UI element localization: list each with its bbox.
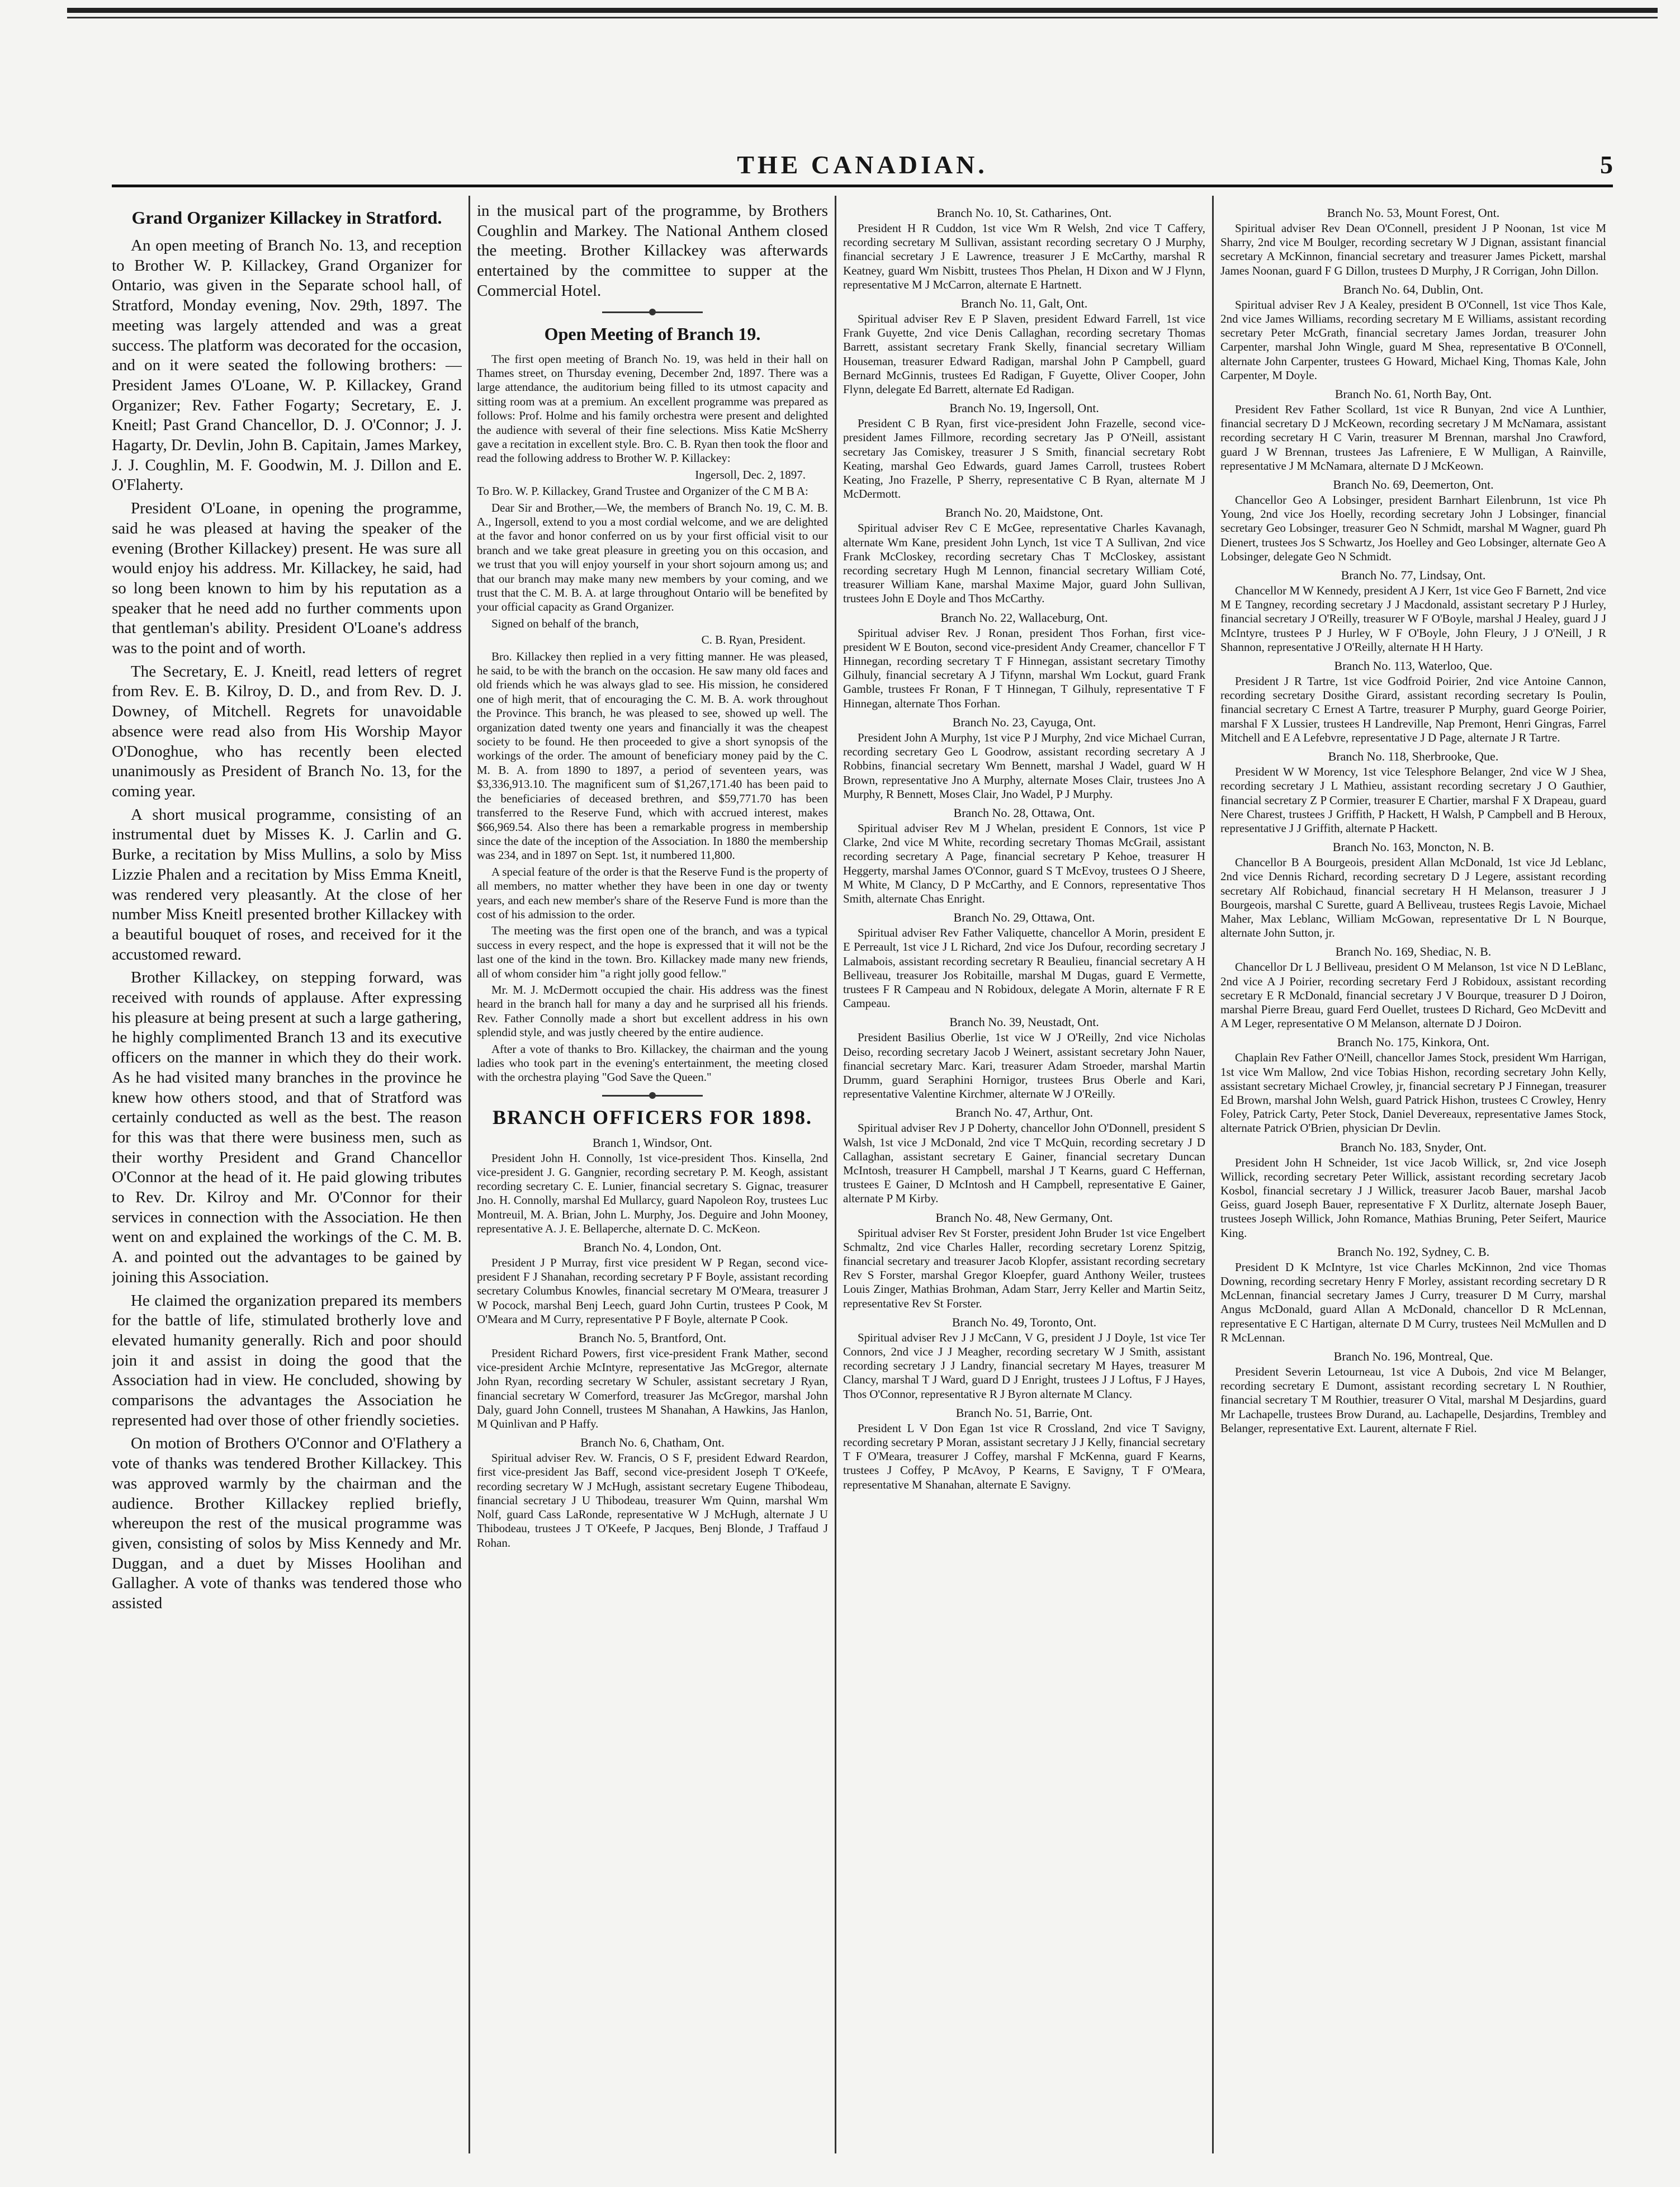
branch-officers: Spiritual adviser Rev. J Ronan, president Thos Forhan, first vice-president W E Bouton, second vice-president Andy Creamer, chancellor F T Hinnegan, recording secretary T F Hinnegan, assistant secretary Timothy Gilhuly, financial secretary A J Tifynn, marshal Wm Lockut, guard Frank Gamble, trustees Fr Ronan, F T Hinnegan, T Gilhuly, representative T F Hinnegan, alternate Thos Forhan.: [843, 626, 1205, 710]
column-2: [477, 201, 828, 2165]
article-paragraph: Mr. M. J. McDermott occupied the chair. His address was the finest heard in the branch hall for many a day and he surprised all his friends. Rev. Father Connolly made a short but excellent address in his own splendid style, and was justly cheered by the entire audience.: [477, 983, 828, 1040]
branch-officers: President Basilius Oberlie, 1st vice W J O'Reilly, 2nd vice Nicholas Deiso, recording secretary Jacob J Weinert, assistant secretary John Nauer, financial secretary Marc. Kari, treasurer Adam Stroeder, marshal Martin Drumm, guard Seraphini Hornigor, trustees Brus Oberle and Kari, representative Valentine Kirchmer, alternate W J O'Reilly.: [843, 1031, 1205, 1101]
branch-name: Branch No. 163, Moncton, N. B.: [1332, 840, 1494, 854]
branch-name: Branch No. 6, Chatham, Ont.: [580, 1435, 725, 1450]
branch-name: Branch No. 113, Waterloo, Que.: [1334, 659, 1493, 673]
branch-name: Branch No. 4, London, Ont.: [583, 1240, 722, 1255]
article-paragraph: The first open meeting of Branch No. 19, was held in their hall on Thames street, on Thursday evening, December 2nd, 1897. There was a large attendance, the auditorium being filled to its utmost capacity and sitting room was at a premium. An excellent programme was prepared as follows: Prof. Holme and his family orchestra were present and delighted the audience with several of their fine selections. Miss Katie McSherry gave a recitation in excellent style. Bro. C. B. Ryan then took the floor and read the following address to Brother W. P. Killackey:: [477, 352, 828, 465]
branch-officers: Spiritual adviser Rev J A Kealey, president B O'Connell, 1st vice Thos Kale, 2nd vice James Williams, recording secretary M E Williams, assistant recording secretary Peter McGrath, financial secretary James Jordan, treasurer John Carpenter, marshal John Wingle, guard M Shea, representative B O'Connell, alternate John Carpenter, trustees G Howard, Michael King, Thomas Kale, John Carpenter, M Doyle.: [1220, 297, 1606, 382]
branch-name: Branch No. 183, Snyder, Ont.: [1340, 1140, 1487, 1154]
branch-officers: President John A Murphy, 1st vice P J Murphy, 2nd vice Michael Curran, recording secretary Geo L Goodrow, assistant recording secretary A J Robbins, financial secretary Wm Bennett, marshal J Wadel, guard W H Brown, representative Jno A Murphy, alternate Moses Clair, trustees Jno A Murphy, R Bennett, Moses Clair, Jno Wadel, P J Murphy.: [843, 730, 1205, 801]
branch-name: Branch No. 29, Ottawa, Ont.: [953, 910, 1095, 925]
branch-officers: Chancellor M W Kennedy, president A J Kerr, 1st vice Geo F Barnett, 2nd vice M E Tangney, recording secretary J J Macdonald, assistant secretary P J Hurley, financial secretary J O'Reilly, treasurer W F O'Boyle, marshal J Healey, guard J J McIntyre, trustees P J Hurley, W F O'Boyle, John Fleury, J J O'Neill, J R Shannon, representative J O'Reilly, alternate H H Harty.: [1220, 584, 1606, 654]
branch-name: Branch No. 196, Montreal, Que.: [1333, 1349, 1493, 1363]
masthead-title: THE CANADIAN.: [737, 150, 988, 179]
branch-officers: Chaplain Rev Father O'Neill, chancellor James Stock, president Wm Harrigan, 1st vice Wm Mallow, 2nd vice Tobias Hishon, recording secretary John Kelly, assistant secretary Michael Crowley, jr, financial secretary P J Finnegan, treasurer Ed Brown, marshal John Welsh, guard Patrick Hishon, trustees C Crowley, Henry Foley, Patrick Carty, Peter Stock, Daniel Devereaux, representative James Stock, alternate Patrick O'Brien, physician Dr Devlin.: [1220, 1051, 1606, 1135]
article-paragraph: Bro. Killackey then replied in a very fitting manner. He was pleased, he said, to be with the branch on the occasion. He saw many old faces and old friends which he was always glad to see. His mission, he considered one of high merit, that of encouraging the C. M. B. A. work throughout the Province. This branch, he was pleased to see, showed up well. The organization dated twenty one years and financially it was the cheapest society to be found. He then proceeded to give a short synopsis of the workings of the order. The amount of beneficiary money paid by the C. M. B. A. from 1890 to 1897, a period of seventeen years, was $3,336,913.10. The magnificent sum of $1,267,171.40 has been paid to the beneficiaries of deceased brethren, and $59,771.70 has been transferred to the Reserve Fund, which with accrued interest, makes $66,969.54. Also there has been a remarkable progress in membership since the date of the inception of the Association. In 1880 the membership was 234, and in 1897 on Sept. 1st, it numbered 11,800.: [477, 649, 828, 862]
section-separator: [602, 311, 703, 313]
article-paragraph: Brother Killackey, on stepping forward, was received with rounds of applause. After expressing his pleasure at being present at such a large gathering, he highly complimented Branch 13 and its executive officers on the manner in which they do their work. As he had visited many branches in the province he knew how others stood, and that of Stratford was certainly conducted as well as the best. The reason for this was that there were business men, such as their worthy President and Grand Chancellor O'Connor at the head of it. He paid glowing tributes to Rev. Dr. Kilroy and Mr. O'Connor for their services in connection with the Association. He then went on and explained the workings of the C. M. B. A. and pointed out the advantages to be gained by joining this Association.: [112, 969, 462, 1286]
branch-name: Branch No. 51, Barrie, Ont.: [955, 1405, 1093, 1420]
article-paragraph: A special feature of the order is that the Reserve Fund is the property of all members, no matter whether they have been in one day or twenty years, and each new member's share of the Reserve Fund is more than the cost of his admission to the order.: [477, 865, 828, 921]
branch-name: Branch No. 20, Maidstone, Ont.: [945, 506, 1104, 520]
section-headline: BRANCH OFFICERS FOR 1898.: [492, 1106, 813, 1128]
column-1: [112, 201, 462, 2165]
article-paragraph: A short musical programme, consisting of an instrumental duet by Misses K. J. Carlin and G. Burke, a recitation by Miss Mullins, a solo by Miss Lizzie Phalen and a recitation by Miss Emma Kneitl, was rendered very pleasantly. At the close of her number Miss Kneitl presented brother Killackey with a beautiful bouquet of roses, and received for it the accustomed reward.: [112, 805, 462, 963]
branch-name: Branch No. 175, Kinkora, Ont.: [1337, 1035, 1490, 1050]
column-divider: [468, 196, 470, 2153]
branch-officers: President Severin Letourneau, 1st vice A Dubois, 2nd vice M Belanger, recording secretary E Dumont, assistant recording secretary L N Routhier, financial secretary T M Routhier, treasurer O Vital, marshal M Desjardins, guard Mr Lachapelle, trustees Brow Durand, au. Lachapelle, Desjardins, Trembley and Belanger, representative Ext. Laurent, alternate F Riel.: [1220, 1365, 1606, 1435]
article-paragraph: On motion of Brothers O'Connor and O'Flathery a vote of thanks was tendered Brother Killackey. This was approved warmly by the chairman and the audience. Brother Killackey replied briefly, whereupon the rest of the musical programme was given, consisting of solos by Miss Kennedy and Mr. Duggan, and a duet by Misses Hoolihan and Gallagher. A vote of thanks was tendered those who assisted: [112, 1434, 462, 1613]
masthead: [112, 150, 1613, 183]
article-paragraph: President O'Loane, in opening the programme, said he was pleased at having the speaker of the evening (Brother Killackey) present. He was sure all would enjoy his address. Mr. Killackey, he said, had so long been known to him by his reputation as a speaker that he need add no further comments upon that gentleman's ability. President O'Loane's address was to the point and of worth.: [112, 499, 462, 658]
branch-name: Branch No. 39, Neustadt, Ont.: [949, 1015, 1099, 1029]
column-divider: [835, 196, 836, 2153]
branch-officers: President John H. Connolly, 1st vice-president Thos. Kinsella, 2nd vice-president J. G. Gangnier, recording secretary P. M. Keogh, assistant recording secretary C. E. Lunier, financial secretary S. Gignac, treasurer Jno. H. Connolly, marshal Ed Mullarcy, guard Napoleon Roy, trustees Luc Montreuil, M. A. Brian, John L. Murphy, Jos. Deguire and John Mooney, representative A. J. E. Bellaperche, alternate D. C. McKeon.: [477, 1151, 828, 1235]
address-body: Dear Sir and Brother,—We, the members of Branch No. 19, C. M. B. A., Ingersoll, extend to you a most cordial welcome, and we are delighted at the favor and honor conferred on us by your first official visit to our branch and we take great pleasure in greeting you on this occasion, and we trust that you will enjoy yourself in your short sojourn among us; and that our branch may make many new members by your coming, and we trust that the C. M. B. A. at large throughout Ontario will be benefited by your official capacity as Grand Organizer.: [477, 500, 828, 614]
article-paragraph: An open meeting of Branch No. 13, and reception to Brother W. P. Killackey, Grand Organizer for Ontario, was given in the Separate school hall, of Stratford, Monday evening, Nov. 29th, 1897. The meeting was largely attended and was a great success. The platform was decorated for the occasion, and on it were seated the following brothers: — President James O'Loane, W. P. Killackey, Grand Organizer; Rev. Father Fogarty; Secretary, E. J. Kneitl; Past Grand Chancellor, D. J. O'Connor; J. J. Hagarty, Dr. Devlin, John B. Capitain, James Markey, J. J. Coughlin, M. F. Goodwin, M. J. Dillon and E. O'Flaherty.: [112, 237, 462, 494]
article-paragraph: The Secretary, E. J. Kneitl, read letters of regret from Rev. E. B. Kilroy, D. D., and from Rev. D. J. Downey, of Mitchell. Regrets for unavoidable absence were read also from His Worship Mayor O'Donoghue, who has recently been elected unanimously as President of Branch No. 13, for the coming year.: [112, 662, 462, 800]
column-3: [843, 201, 1205, 2165]
branch-name: Branch No. 10, St. Catharines, Ont.: [936, 206, 1112, 220]
branch-name: Branch No. 22, Wallaceburg, Ont.: [940, 610, 1108, 625]
branch-name: Branch No. 192, Sydney, C. B.: [1337, 1244, 1490, 1259]
branch-name: Branch No. 5, Brantford, Ont.: [579, 1331, 726, 1345]
branch-officers: Spiritual adviser Rev J J McCann, V G, president J J Doyle, 1st vice Ter Connors, 2nd vice J J Meagher, recording secretary W J Smith, assistant recording secretary J J Landry, financial secretary M Hayes, treasurer M Clancy, marshal T J Ward, guard D J Enright, trustees J J Loftus, F J Hayes, Thos O'Connor, representative R J Byron alternate M Clancy.: [843, 1330, 1205, 1401]
column-4: [1220, 201, 1606, 2165]
top-border: [67, 8, 1658, 13]
branch-name: Branch No. 48, New Germany, Ont.: [935, 1210, 1113, 1225]
section-separator: [602, 1095, 703, 1097]
branch-name: Branch No. 53, Mount Forest, Ont.: [1327, 206, 1500, 220]
branch-officers: Spiritual adviser Rev Dean O'Connell, president J P Noonan, 1st vice M Sharry, 2nd vice M Boulger, recording secretary W J Dignan, assistant financial secretary A McKinnon, financial secretary and treasurer James Pickett, marshal James Noonan, guard F G Dillon, trustees D Murphy, J R Corrigan, John Dillon.: [1220, 221, 1606, 277]
branch-name: Branch No. 49, Toronto, Ont.: [952, 1315, 1097, 1329]
branch-officers: Chancellor Geo A Lobsinger, president Barnhart Eilenbrunn, 1st vice Ph Young, 2nd vice Jos Hoelly, recording secretary John J Lobsinger, financial secretary Geo Lobsinger, treasurer Geo N Schmidt, marshal M Wagner, guard Ph Dienert, trustees Jos S Schwartz, Jos Hoelley and Geo Lobsinger, alternate Geo A Lobsinger, delegate Geo N Schmidt.: [1220, 493, 1606, 563]
top-border-thin: [67, 17, 1658, 18]
branch-name: Branch No. 23, Cayuga, Ont.: [952, 715, 1096, 729]
branch-officers: President J P Murray, first vice president W P Regan, second vice-president F J Shanahan, recording secretary P F Boyle, assistant recording secretary Columbus Knowles, financial secretary M O'Meara, treasurer J W Pocock, marshal Benj Leech, guard John Curtin, trustees P Cook, M O'Meara and M Curry, representative P F Boyle, alternate P Cook.: [477, 1256, 828, 1326]
branch-officers: Spiritual adviser Rev St Forster, president John Bruder 1st vice Engelbert Schmaltz, 2nd vice Charles Haller, recording secretary Lorenz Spitzig, financial secretary and treasurer Jacob Klopfer, assistant recording secretary Rev S Forster, marshal Gregor Kloepfer, guard Anthony Weiler, trustees Louis Zinger, Mathias Brohman, Adam Starr, Jerry Keller and Martin Seitz, representative Rev St Forster.: [843, 1226, 1205, 1310]
masthead-rule: [112, 185, 1613, 187]
article-headline: Grand Organizer Killackey in Stratford.: [131, 207, 442, 228]
article-paragraph: He claimed the organization prepared its members for the battle of life, stimulated brotherly love and elevated humanity generally. Rich and poor should join it and assist in doing the good that the Association had in view. He concluded, showing by comparisons the advantages the Association he represented had over those of other friendly societies.: [112, 1291, 462, 1429]
branch-name: Branch No. 28, Ottawa, Ont.: [953, 805, 1095, 820]
branch-officers: President L V Don Egan 1st vice R Crossland, 2nd vice T Savigny, recording secretary P Moran, assistant secretary J J Kelly, financial secretary T F O'Meara, treasurer J Coffey, marshal F McKenna, guard F Kearns, trustees J Coffey, P McAvoy, P Kearns, E Savigny, T F O'Meara, representative M Shanahan, alternate E Savigny.: [843, 1421, 1205, 1491]
branch-name: Branch No. 11, Galt, Ont.: [960, 296, 1088, 311]
branch-officers: Spiritual adviser Rev C E McGee, representative Charles Kavanagh, alternate Wm Kane, president John Lynch, 1st vice T A Sullivan, 2nd vice Frank McCloskey, recording secretary Chas T McCloskey, assistant recording secretary Hugh M Lennon, financial secretary William Coté, treasurer William Kane, marshal Maxime Major, guard John Sullivan, trustees John E Doyle and Thos McCarthy.: [843, 521, 1205, 606]
article-headline: Open Meeting of Branch 19.: [544, 323, 761, 344]
branch-officers: President C B Ryan, first vice-president John Frazelle, second vice-president James Fillmore, recording secretary Jas P O'Neill, assistant secretary Jas Comiskey, treasurer J S Smith, financial secretary Robt Keating, marshal Geo Edwards, guard James Carroll, trustees Robert Keating, Jno Frazelle, P Sherry, representative C B Ryan, alternate M J McDermott.: [843, 417, 1205, 501]
branch-officers: President Rev Father Scollard, 1st vice R Bunyan, 2nd vice A Lunthier, financial secretary D J McKeown, recording secretary J M McNamara, assistant recording secretary H C Varin, treasurer M Brennan, marshal Jno Crawford, guard J W Brennan, trustees Jas Lafreniere, E W Mulligan, A Rainville, representative J M McNamara, alternate D J McKeown.: [1220, 403, 1606, 473]
branch-name: Branch No. 118, Sherbrooke, Que.: [1328, 749, 1499, 764]
branch-officers: Spiritual adviser Rev J P Doherty, chancellor John O'Donnell, president S Walsh, 1st vice J McDonald, 2nd vice T McQuin, recording secretary J D Callaghan, assistant secretary E Gainer, financial secretary Duncan McIntosh, treasurer H Campbell, marshal J T Kearns, guard C Heffernan, trustees E Gainer, D McIntosh and H Campbell, representative E Gainer, alternate P M Kirby.: [843, 1121, 1205, 1206]
branch-name: Branch 1, Windsor, Ont.: [592, 1135, 713, 1150]
branch-name: Branch No. 61, North Bay, Ont.: [1334, 387, 1492, 401]
branch-officers: Spiritual adviser Rev Father Valiquette, chancellor A Morin, president E E Perreault, 1st vice J L Richard, 2nd vice Jos Dufour, recording secretary J Lalmabois, assistant recording secretary R Beaulieu, financial secretary A H Belliveau, treasurer Jos Robitaille, marshal M Dugas, guard E Vermette, trustees F R Campeau and N Robidoux, delegate A Morin, alternate F R E Campeau.: [843, 926, 1205, 1010]
article-paragraph: The meeting was the first open one of the branch, and was a typical success in every respect, and the hope is expressed that it will not be the last one of the kind in the town. Bro. Killackey made many new friends, all of whom consider him "a right jolly good fellow.": [477, 924, 828, 980]
branch-name: Branch No. 64, Dublin, Ont.: [1343, 282, 1484, 296]
branch-officers: President John H Schneider, 1st vice Jacob Willick, sr, 2nd vice Joseph Willick, recording secretary Peter Willick, assistant recording secretary Jacob Kosbol, financial secretary J J Willick, treasurer Jacob Bauer, marshal Jacob Geiss, guard Joseph Bauer, representative F X Durlitz, alternate Joseph Bauer, trustees Joseph Willick, John Romance, Mathias Bruning, Peter Seifert, Maurice King.: [1220, 1155, 1606, 1240]
branch-officers: Spiritual adviser Rev M J Whelan, president E Connors, 1st vice P Clarke, 2nd vice M White, recording secretary Thomas McGrail, assistant recording secretary A Page, financial secretary P Kehoe, treasurer H Heggerty, marshal James O'Connor, guard S T McEvoy, trustees O J Sheere, M White, M Clancy, D P McCarthy, and E Connors, representative Thos Smith, alternate Chas Enright.: [843, 821, 1205, 905]
branch-officers: President J R Tartre, 1st vice Godfroid Poirier, 2nd vice Antoine Cannon, recording secretary Dosithe Girard, assistant recording secretary Is Poulin, financial secretary C Ernest A Tartre, treasurer P Murphy, guard George Poirier, marshal F X Lussier, trustees H Landreville, Nap Premont, Henri Gingras, Farrel Mitchell and E A Lefebvre, representative J D Page, alternate J R Tartre.: [1220, 674, 1606, 744]
column-divider: [1212, 196, 1214, 2153]
branch-officers: Chancellor Dr L J Belliveau, president O M Melanson, 1st vice N D LeBlanc, 2nd vice A J Poirier, recording secretary Ferd J Robidoux, assistant recording secretary E R McDonald, financial secretary J V Bourque, treasurer D J Doiron, marshal Pierre Breau, guard Ferd Ouellet, trustees D Richard, Geo McDevitt and A M Leger, representative O M Melanson, alternate D J Doiron.: [1220, 960, 1606, 1031]
article-paragraph: After a vote of thanks to Bro. Killackey, the chairman and the young ladies who took part in the evening's entertainment, the meeting closed with the orchestra playing "God Save the Queen.": [477, 1042, 828, 1084]
address-recipient: To Bro. W. P. Killackey, Grand Trustee and Organizer of the C M B A:: [477, 484, 808, 498]
page-number: 5: [1600, 150, 1613, 179]
branch-name: Branch No. 19, Ingersoll, Ont.: [949, 401, 1099, 415]
branch-name: Branch No. 69, Deemerton, Ont.: [1333, 478, 1494, 492]
article-continuation: in the musical part of the programme, by Brothers Coughlin and Markey. The National Anthem closed the meeting. Brother Killackey was afterwards entertained by the committee to supper at the Commercial Hotel.: [477, 202, 828, 300]
address-signed: Signed on behalf of the branch,: [491, 616, 639, 630]
address-signature: C. B. Ryan, President.: [701, 633, 806, 647]
branch-name: Branch No. 47, Arthur, Ont.: [955, 1106, 1093, 1120]
branch-officers: President D K McIntyre, 1st vice Charles McKinnon, 2nd vice Thomas Downing, recording secretary Henry F Morley, assistant recording secretary D R McLennan, financial secretary James J Curry, treasurer D M Curry, marshal Angus McDonald, guard Allan A McDonald, chancellor D R McLennan, representative E C Hartigan, alternate D M Curry, trustees Neil McMullen and D R McLennan.: [1220, 1260, 1606, 1344]
address-dateline: Ingersoll, Dec. 2, 1897.: [695, 467, 806, 481]
branch-name: Branch No. 169, Shediac, N. B.: [1335, 944, 1492, 959]
branch-officers: President H R Cuddon, 1st vice Wm R Welsh, 2nd vice T Caffery, recording secretary M Sullivan, assistant recording secretary O J Murphy, financial secretary J E Lawrence, treasurer J E McCarthy, marshal R Keatney, guard Wm Nisbitt, trustees Thos Phelan, H Dixon and W J Flynn, representative M J McCarron, alternate E Hartnett.: [843, 221, 1205, 291]
branch-officers: Spiritual adviser Rev. W. Francis, O S F, president Edward Reardon, first vice-president Jas Baff, second vice-president Joseph T O'Keefe, recording secretary W J McHugh, assistant secretary Eugene Thibodeau, financial secretary J U Thibodeau, treasurer Wm Quinn, marshal Wm Nolf, guard Cass LaRonde, representative W J McHugh, alternate J U Thibodeau, trustees J T O'Keefe, P Jacques, Benj Blonde, J Traffaud J Rohan.: [477, 1451, 828, 1550]
branch-officers: Spiritual adviser Rev E P Slaven, president Edward Farrell, 1st vice Frank Guyette, 2nd vice Denis Callaghan, recording secretary Thomas Barrett, assistant secretary Frank Skelly, financial secretary William Houseman, treasurer Edward Radigan, marshal John P Campbell, guard Bernard McGinnis, trustees Ed Radigan, F Guyette, Oliver Cooper, John Flynn, delegate Ed Barrett, alternate Ed Radigan.: [843, 312, 1205, 396]
branch-officers: Chancellor B A Bourgeois, president Allan McDonald, 1st vice Jd Leblanc, 2nd vice Dennis Richard, recording secretary D J Legere, assistant recording secretary Alf Robichaud, financial secretary H H Melanson, treasurer J J Bourgeois, marshal C Surette, guard A Belliveau, trustees Regis Lavoie, Michael Maher, Max Leblanc, William McGowan, representative Dr L N Bourque, alternate John Sutton, jr.: [1220, 856, 1606, 940]
branch-name: Branch No. 77, Lindsay, Ont.: [1341, 568, 1486, 583]
branch-officers: President W W Morency, 1st vice Telesphore Belanger, 2nd vice W J Shea, recording secretary J L Mathieu, assistant recording secretary J O Gauthier, financial secretary Z P Cormier, treasurer E Chartier, marshal F X Drapeau, guard Nere Charest, trustees J Griffith, P Hackett, H Walsh, P Campbell and B Heroux, representative J J Griffith, alternate P Hackett.: [1220, 765, 1606, 835]
branch-officers: President Richard Powers, first vice-president Frank Mather, second vice-president Archie McIntyre, representative Jas McGregor, alternate John Ryan, recording secretary W Schuler, assistant secretary J Ryan, financial secretary W Comerford, treasurer Jas McGregor, marshal John Daly, guard John Connell, trustees M Shanahan, A Hawkins, Jas Hanlon, M Quinlivan and P Haffy.: [477, 1347, 828, 1431]
